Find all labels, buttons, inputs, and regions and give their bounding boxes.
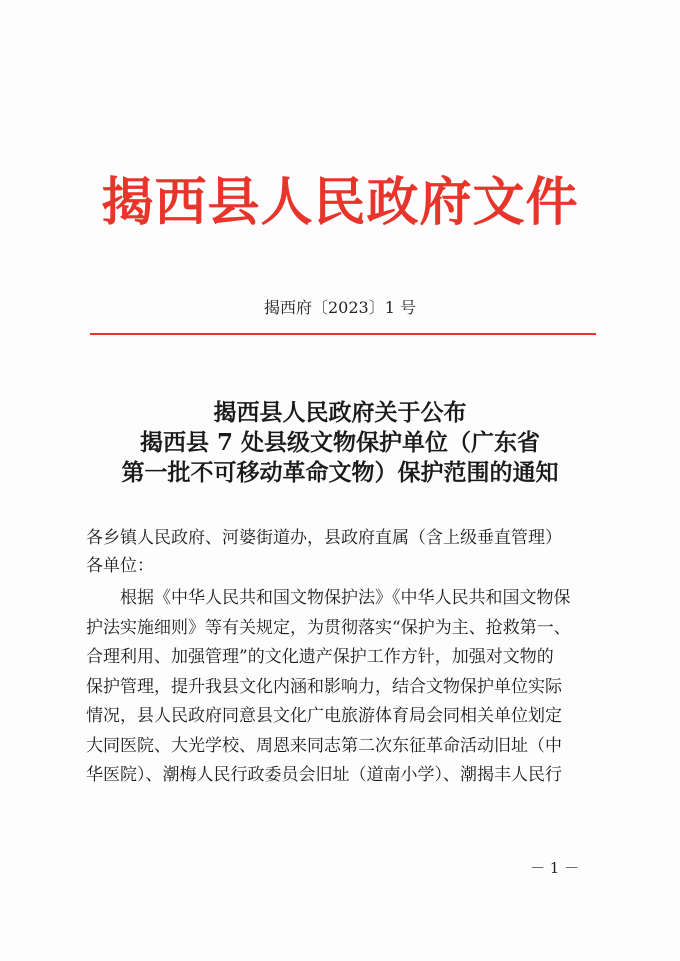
body-line: 保护管理，提升我县文化内涵和影响力，结合文物保护单位实际 [86,676,562,697]
body-line: 大同医院、大光学校、周恩来同志第二次东征革命活动旧址（中 [86,735,562,756]
body-line: 合理利用、加强管理”的文化遗产保护工作方针，加强对文物的 [86,647,554,667]
page-number: － 1 － [530,859,580,877]
addressee-block [86,524,606,580]
document-masthead: 揭西县人民政府文件 [101,173,579,233]
title-line-2: 揭西县 7 处县级文物保护单位（广东省 [139,429,541,456]
body-line: 情况，县人民政府同意县文化广电旅游体育局会同相关单位划定 [86,706,562,726]
red-divider-line [90,333,596,335]
body-line: 护法实施细则》等有关规定，为贯彻落实“保护为主、抢救第一、 [86,617,571,638]
title-line-1: 揭西县人民政府关于公布 [213,399,467,426]
document-number: 揭西府〔2023〕1 号 [264,298,416,317]
body-line: 华医院）、潮梅人民行政委员会旧址（道南小学）、潮揭丰人民行 [86,765,562,785]
title-line-3: 第一批不可移动革命文物）保护范围的通知 [121,459,559,486]
body-paragraph [86,584,606,791]
notice-title [60,398,620,488]
body-line: 根据《中华人民共和国文物保护法》《中华人民共和国文物保 [120,588,571,608]
addressee-line-1: 各乡镇人民政府、河婆街道办，县政府直属（含上级垂直管理） [86,528,562,548]
addressee-line-2: 各单位： [86,556,154,576]
